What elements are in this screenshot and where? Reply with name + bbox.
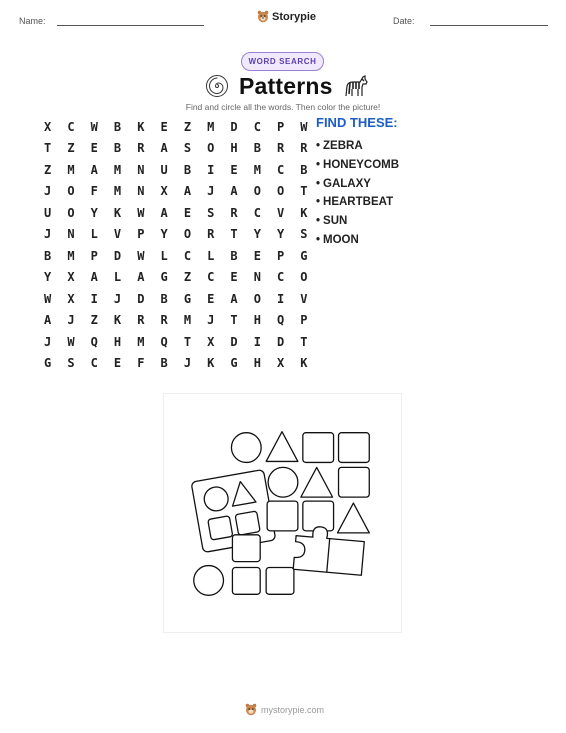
circle-shape [231,433,261,463]
letter-grid[interactable] [36,116,316,374]
bullet-point: • [316,177,321,190]
grid-letter[interactable]: W [44,291,52,306]
grid-letter[interactable]: C [277,162,285,177]
grid-letter[interactable]: A [183,184,192,199]
grid-letter[interactable]: Z [183,119,192,134]
grid-row [36,202,316,224]
grid-letter[interactable]: T [230,227,238,242]
grid-letter[interactable]: P [277,248,285,263]
grid-letter[interactable]: O [67,184,75,199]
grid-row [36,245,316,267]
title-row [205,71,369,101]
grid-letter[interactable]: G [230,356,238,371]
word-list-item [316,174,399,193]
grid-letter[interactable]: S [207,205,215,220]
grid-letter[interactable]: E [90,141,98,156]
word-text: HEARTBEAT [323,196,394,209]
grid-letter[interactable]: N [253,270,261,285]
grid-letter[interactable]: L [160,248,168,263]
grid-letter[interactable]: J [44,184,52,199]
grid-letter[interactable]: X [44,119,52,134]
grid-letter[interactable]: H [253,313,261,328]
grid-letter[interactable]: O [183,227,192,242]
grid-letter[interactable]: N [137,162,145,177]
grid-letter[interactable]: K [300,205,308,220]
word-list-item [316,230,399,249]
grid-letter[interactable]: W [137,248,145,263]
grid-letter[interactable]: D [113,248,122,263]
grid-letter[interactable]: L [207,248,215,263]
bullet-point: • [316,196,321,209]
grid-letter[interactable]: Z [183,270,192,285]
grid-letter[interactable]: N [67,227,75,242]
grid-letter[interactable]: X [160,184,168,199]
grid-letter[interactable]: V [300,291,308,306]
grid-row [36,288,316,310]
grid-letter[interactable]: M [207,119,215,134]
grid-letter[interactable]: A [160,141,168,156]
word-text: ZEBRA [323,140,363,153]
grid-letter[interactable]: Q [277,313,285,328]
grid-letter[interactable]: J [207,184,215,199]
grid-letter[interactable]: A [90,162,98,177]
grid-row [36,331,316,353]
grid-letter[interactable]: B [113,141,122,156]
grid-letter[interactable]: B [300,162,308,177]
coloring-picture[interactable] [163,393,402,633]
grid-letter[interactable]: H [230,141,238,156]
triangle-shape [338,503,370,533]
grid-letter[interactable]: H [113,334,122,349]
grid-letter[interactable]: K [300,356,308,371]
grid-letter[interactable]: P [300,313,308,328]
grid-letter[interactable]: A [160,205,168,220]
grid-letter[interactable]: A [230,291,238,306]
grid-letter[interactable]: J [113,291,122,306]
grid-letter[interactable]: L [113,270,122,285]
grid-letter[interactable]: J [183,356,192,371]
square-shape [232,568,260,595]
grid-letter[interactable]: Z [67,141,75,156]
bullet-point: • [316,140,321,153]
grid-letter[interactable]: C [67,119,75,134]
word-text: MOON [323,233,359,246]
word-list-item [316,193,399,212]
grid-letter[interactable]: E [253,248,261,263]
grid-letter[interactable]: M [137,334,145,349]
grid-letter[interactable]: I [277,291,285,306]
grid-letter[interactable]: Z [44,162,52,177]
grid-letter[interactable]: X [277,356,285,371]
grid-letter[interactable]: G [183,291,192,306]
grid-row [36,159,316,181]
circle-shape [268,467,298,497]
square-shape [232,535,260,562]
grid-letter[interactable]: Y [253,227,261,242]
grid-letter[interactable]: X [67,270,75,285]
grid-letter[interactable]: M [113,184,122,199]
grid-row [36,224,316,246]
square-shape [267,501,298,531]
grid-letter[interactable]: A [137,270,145,285]
grid-letter[interactable]: E [207,291,215,306]
grid-letter[interactable]: O [253,291,261,306]
grid-letter[interactable]: D [230,119,238,134]
grid-letter[interactable]: V [113,227,122,242]
grid-letter[interactable]: F [90,184,98,199]
grid-letter[interactable]: W [90,119,98,134]
grid-letter[interactable]: X [67,291,75,306]
word-list [316,137,399,249]
brand-name: Storypie [272,10,317,23]
date-label: Date: [393,16,415,26]
date-line[interactable] [430,25,548,26]
shapes-puzzle-illustration [164,394,401,632]
grid-letter[interactable]: P [277,119,285,134]
word-list-item [316,212,399,231]
grid-letter[interactable]: O [253,184,261,199]
grid-letter[interactable]: B [160,356,168,371]
grid-letter[interactable]: T [300,334,308,349]
grid-letter[interactable]: W [137,205,145,220]
find-these-heading: FIND THESE: [316,115,398,130]
footer-url[interactable]: mystorypie.com [261,704,325,715]
square-shape [339,433,370,463]
word-text: GALAXY [323,177,371,190]
grid-row [36,267,316,289]
grid-letter[interactable]: K [137,119,145,134]
grid-letter[interactable]: U [44,205,52,220]
grid-letter[interactable]: O [67,205,75,220]
grid-letter[interactable]: A [90,270,98,285]
grid-letter[interactable]: M [67,248,75,263]
grid-letter[interactable]: I [90,291,98,306]
grid-letter[interactable]: H [253,356,261,371]
grid-letter[interactable]: B [183,162,192,177]
grid-letter[interactable]: R [230,205,238,220]
grid-letter[interactable]: Y [160,227,168,242]
grid-letter[interactable]: N [137,184,145,199]
grid-letter[interactable]: L [90,227,98,242]
bullet-point: • [316,233,321,246]
grid-letter[interactable]: J [67,313,75,328]
grid-letter[interactable]: A [44,313,52,328]
grid-letter[interactable]: K [207,356,215,371]
grid-letter[interactable]: T [230,313,238,328]
grid-letter[interactable]: Z [90,313,98,328]
grid-letter[interactable]: I [253,334,261,349]
grid-letter[interactable]: C [183,248,192,263]
grid-letter[interactable]: X [207,334,215,349]
grid-letter[interactable]: A [230,184,238,199]
brand-logo [257,10,316,23]
grid-letter[interactable]: C [207,270,215,285]
circle-shape [194,566,224,596]
grid-letter[interactable]: Q [160,334,168,349]
grid-letter[interactable]: T [44,141,52,156]
grid-letter[interactable]: B [253,141,261,156]
grid-letter[interactable]: D [230,334,238,349]
grid-letter[interactable]: B [160,291,168,306]
grid-letter[interactable]: E [183,205,192,220]
grid-row [36,181,316,203]
grid-letter[interactable]: B [113,119,122,134]
square-shape [266,568,294,595]
grid-letter[interactable]: O [277,184,285,199]
grid-row [36,310,316,332]
grid-row [36,353,316,375]
bullet-point: • [316,215,321,228]
grid-letter[interactable]: D [137,291,145,306]
grid-letter[interactable]: I [207,162,215,177]
spiral-galaxy-icon [205,74,229,98]
zebra-icon [343,74,369,98]
grid-letter[interactable]: W [300,119,308,134]
triangle-shape [266,432,298,462]
square-shape [339,467,370,497]
grid-letter[interactable]: E [113,356,122,371]
word-list-item [316,137,399,156]
grid-letter[interactable]: E [230,162,238,177]
grid-letter[interactable]: Y [44,270,52,285]
grid-letter[interactable]: G [160,270,168,285]
grid-row [36,116,316,138]
grid-letter[interactable]: T [183,334,192,349]
instruction-text: Find and circle all the words. Then color the picture! [185,102,381,112]
word-text: SUN [323,215,348,228]
grid-letter[interactable]: C [90,356,98,371]
grid-letter[interactable]: M [67,162,75,177]
storypie-bear-logo-icon [245,703,257,716]
grid-letter[interactable]: M [183,313,192,328]
word-search-badge: WORD SEARCH [241,52,324,71]
grid-letter[interactable]: E [160,119,168,134]
grid-letter[interactable]: S [183,141,192,156]
grid-letter[interactable]: K [113,205,122,220]
grid-letter[interactable]: O [207,141,215,156]
grid-letter[interactable]: D [277,334,285,349]
grid-letter[interactable]: S [300,227,308,242]
grid-letter[interactable]: M [113,162,122,177]
grid-letter[interactable]: C [253,205,261,220]
grid-letter[interactable]: C [253,119,261,134]
grid-letter[interactable]: P [137,227,145,242]
word-list-item [316,156,399,175]
grid-letter[interactable]: R [277,141,285,156]
grid-letter[interactable]: F [137,356,145,371]
grid-letter[interactable]: B [44,248,52,263]
grid-letter[interactable]: W [67,334,75,349]
grid-letter[interactable]: R [207,227,215,242]
grid-row [36,138,316,160]
grid-letter[interactable]: R [137,141,145,156]
grid-letter[interactable]: M [253,162,261,177]
grid-letter[interactable]: B [230,248,238,263]
grid-letter[interactable]: P [90,248,98,263]
storypie-bear-logo-icon [257,10,269,23]
grid-letter[interactable]: K [113,313,122,328]
word-text: HONEYCOMB [323,159,400,172]
grid-letter[interactable]: E [230,270,238,285]
grid-letter[interactable]: R [137,313,145,328]
grid-letter[interactable]: J [207,313,215,328]
grid-letter[interactable]: T [300,184,308,199]
grid-letter[interactable]: Q [90,334,98,349]
grid-letter[interactable]: G [44,356,52,371]
grid-letter[interactable]: S [67,356,75,371]
bullet-point: • [316,159,321,172]
grid-letter[interactable]: V [277,205,285,220]
grid-letter[interactable]: O [300,270,308,285]
grid-letter[interactable]: J [44,334,52,349]
triangle-shape [301,467,333,497]
grid-letter[interactable]: R [300,141,308,156]
name-label: Name: [19,16,46,26]
name-line[interactable] [57,25,204,26]
footer [245,703,324,716]
grid-letter[interactable]: G [300,248,308,263]
grid-letter[interactable]: Y [277,227,285,242]
grid-letter[interactable]: C [277,270,285,285]
grid-letter[interactable]: J [44,227,52,242]
grid-letter[interactable]: Y [90,205,98,220]
page-title: Patterns [239,72,333,99]
grid-letter[interactable]: R [160,313,168,328]
grid-letter[interactable]: U [160,162,168,177]
square-shape [303,433,334,463]
